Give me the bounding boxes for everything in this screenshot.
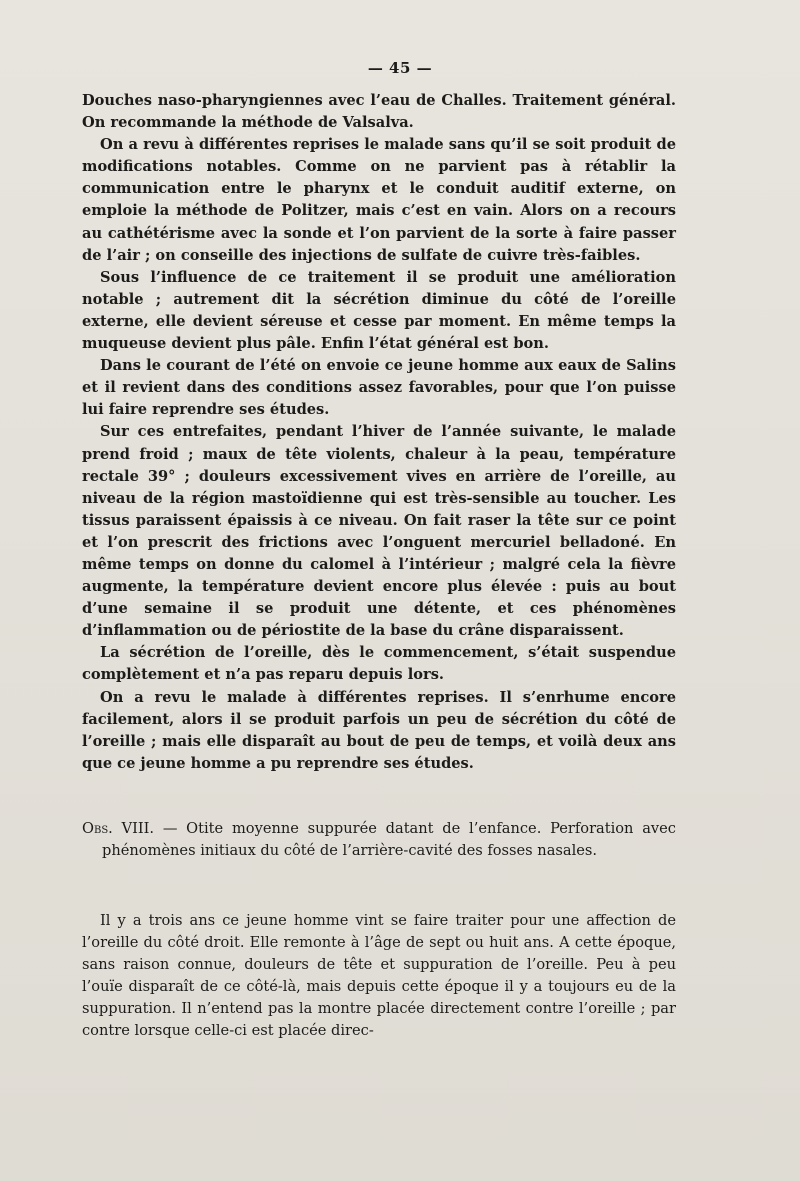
- observation-title: [82, 818, 676, 862]
- paragraph: La sécrétion de l’oreille, dès le commencement, s’était suspendue complètement et n’a pas reparu depuis lors.: [82, 644, 676, 684]
- observation-description: — Otite moyenne suppurée datant de l’enfance. Perforation avec phénomènes initiaux du côté de l’arrière-cavité des fosses nasales.: [102, 820, 676, 860]
- paragraph: Il y a trois ans ce jeune homme vint se faire traiter pour une affection de l’oreille du côté droit. Elle remonte à l’âge de sept ou huit ans. A cette époque, sans raison connue, douleurs de tête et suppuration de l’oreille. Peu à peu l’ouïe disparaît de ce côté-là, mais depuis cette époque il y a toujours eu de la suppuration. Il n’entend pas la montre placée directement contre l’oreille ; par contre lorsque celle-ci est placée direc-: [82, 912, 676, 1040]
- paragraph: Sous l’influence de ce traitement il se produit une amélioration notable ; autrement dit la sécrétion diminue du côté de l’oreille externe, elle devient séreuse et cesse par moment. En même temps la muqueuse devient plus pâle. Enfin l’état général est bon.: [82, 268, 676, 353]
- paragraph: Sur ces entrefaites, pendant l’hiver de l’année suivante, le malade prend froid ; maux de tête violents, chaleur à la peau, température rectale 39° ; douleurs excessivement vives en arrière de l’oreille, au niveau de la région mastoïdienne qui est très-sensible au toucher. Les tissus paraissent épaissis à ce niveau. On fait raser la tête sur ce point et l’on prescrit des frictions avec l’onguent mercuriel belladoné. En même temps on donne du calomel à l’intérieur ; malgré cela la fièvre augmente, la température devient encore plus élevée : puis au bout d’une semaine il se produit une détente, et ces phénomènes d’inflammation ou de périostite de la base du crâne disparaissent.: [82, 423, 676, 640]
- observation-body: [82, 910, 676, 1043]
- paragraph: Dans le courant de l’été on envoie ce jeune homme aux eaux de Salins et il revient dans des conditions assez favorables, pour que l’on puisse lui faire reprendre ses études.: [82, 357, 676, 419]
- paragraph: On a revu à différentes reprises le malade sans qu’il se soit produit de modifications notables. Comme on ne parvient pas à rétablir la communication entre le pharynx et le conduit auditif externe, on emploie la méthode de Politzer, mais c’est en vain. Alors on a recours au cathétérisme avec la sonde et l’on parvient de la sorte à faire passer de l’air ; on conseille des injections de sulfate de cuivre très-faibles.: [82, 136, 676, 264]
- page-number: — 45 —: [367, 59, 433, 77]
- paragraph: On a revu le malade à différentes reprises. Il s’enrhume encore facilement, alors il se produit parfois un peu de sécrétion du côté de l’oreille ; mais elle disparaît au bout de peu de temps, et voilà deux ans que ce jeune homme a pu reprendre ses études.: [82, 688, 676, 772]
- case-continuation-text: [82, 90, 676, 775]
- observation-label: Obs. VIII.: [82, 820, 155, 837]
- observation-heading: [82, 818, 676, 862]
- paragraph: Douches naso-pharyngiennes avec l’eau de Challes. Traitement général. On recommande la méthode de Valsalva.: [82, 92, 676, 132]
